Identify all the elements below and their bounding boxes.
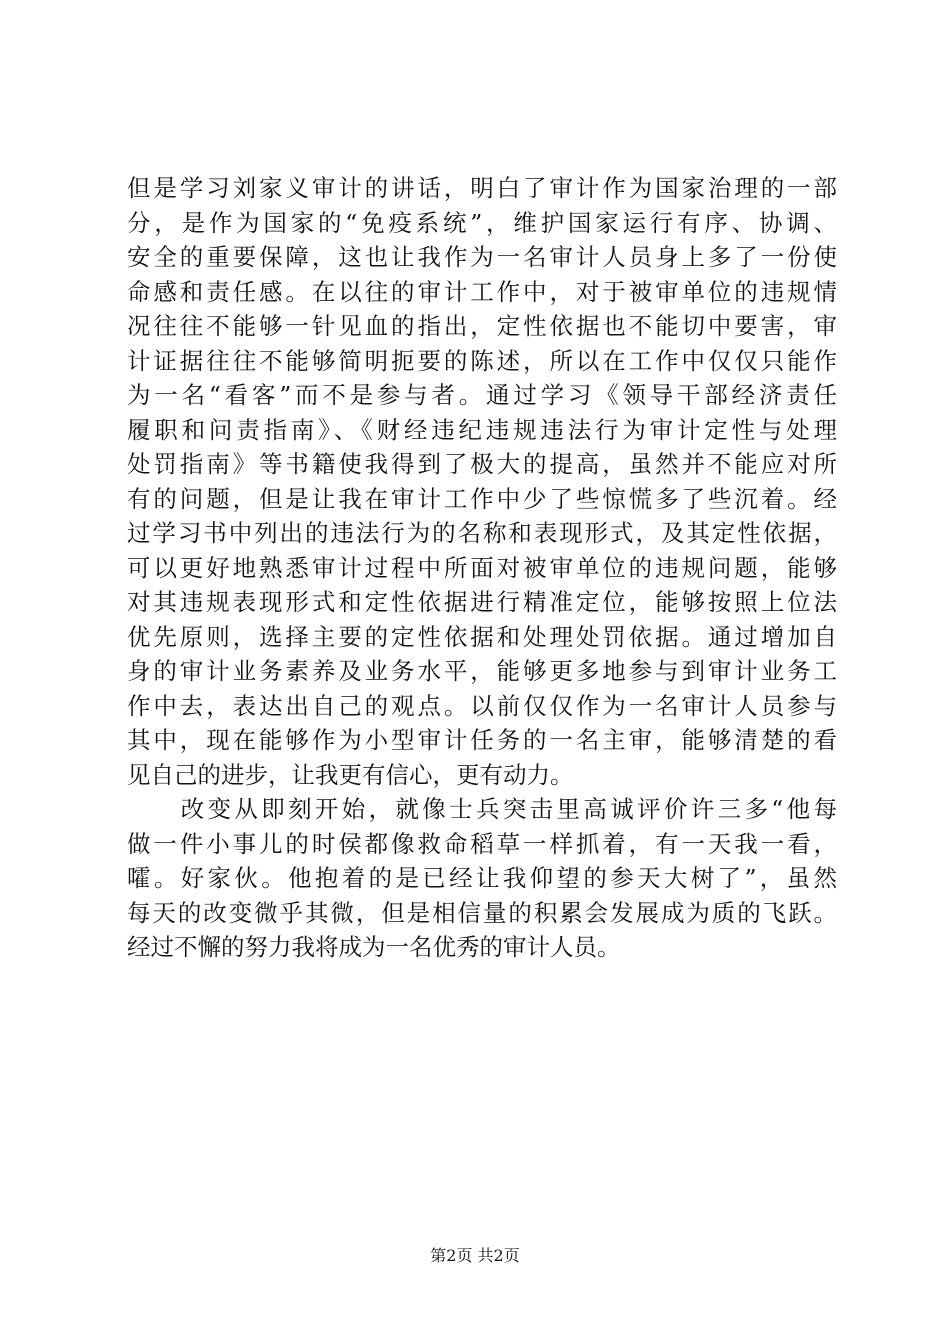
document-body xyxy=(127,171,837,965)
text-line: 其中，现在能够作为小型审计任务的一名主审，能够清楚的看 xyxy=(127,726,837,754)
text-line: 对其违规表现形式和定性依据进行精准定位，能够按照上位法 xyxy=(127,588,837,616)
page-number-footer: 第2页 共2页 xyxy=(430,1246,520,1265)
text-line: 命感和责任感。在以往的审计工作中，对于被审单位的违规情 xyxy=(127,277,837,306)
text-line: 见自己的进步，让我更有信心，更有动力。 xyxy=(127,760,574,789)
text-line: 为一名“看客”而不是参与者。通过学习《领导干部经济责任 xyxy=(127,381,837,409)
text-line: 但是学习刘家义审计的讲话，明白了审计作为国家治理的一部 xyxy=(127,174,837,202)
text-line: 有的问题，但是让我在审计工作中少了些惊慌多了些沉着。经 xyxy=(127,484,837,513)
text-line: 身的审计业务素养及业务水平，能够更多地参与到审计业务工 xyxy=(127,657,837,685)
text-line: 可以更好地熟悉审计过程中所面对被审单位的违规问题，能够 xyxy=(127,553,837,582)
text-line: 优先原则，选择主要的定性依据和处理处罚依据。通过增加自 xyxy=(127,622,837,651)
text-line: 履职和问责指南》、《财经违纪违规违法行为审计定性与处理 xyxy=(127,415,837,444)
text-line: 作中去，表达出自己的观点。以前仅仅作为一名审计人员参与 xyxy=(127,691,837,720)
text-line: 处罚指南》等书籍使我得到了极大的提高，虽然并不能应对所 xyxy=(127,450,837,478)
text-line: 过学习书中列出的违法行为的名称和表现形式，及其定性依据， xyxy=(127,519,837,547)
text-line: 安全的重要保障，这也让我作为一名审计人员身上多了一份使 xyxy=(127,243,837,271)
text-line: 计证据往往不能够简明扼要的陈述，所以在工作中仅仅只能作 xyxy=(127,346,837,375)
text-line: 每天的改变微乎其微，但是相信量的积累会发展成为质的飞跃。 xyxy=(127,898,837,927)
text-line: 况往往不能够一针见血的指出，定性依据也不能切中要害，审 xyxy=(127,312,837,340)
text-line: 经过不懈的努力我将成为一名优秀的审计人员。 xyxy=(127,933,621,961)
text-line: 嚯。好家伙。他抱着的是已经让我仰望的参天大树了”，虽然 xyxy=(127,864,837,892)
text-line: 改变从即刻开始，就像士兵突击里高诚评价许三多“他每 xyxy=(127,795,837,823)
text-line: 分，是作为国家的“免疫系统”，维护国家运行有序、协调、 xyxy=(127,208,837,237)
text-line: 做一件小事儿的时侯都像救命稻草一样抓着，有一天我一看， xyxy=(127,829,837,858)
